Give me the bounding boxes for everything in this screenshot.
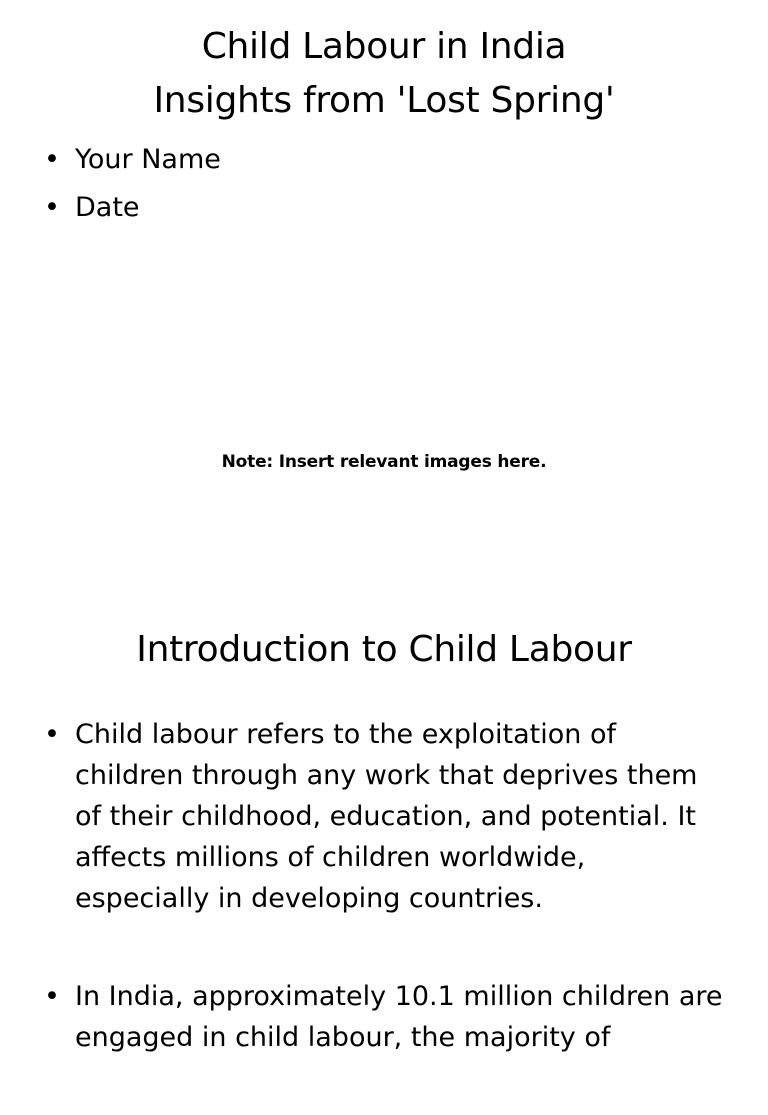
bullet-item <box>44 136 728 184</box>
bullet-item <box>44 714 728 919</box>
bullet-list <box>44 136 728 232</box>
slide-title <box>0 20 768 128</box>
slide-title: Introduction to Child Labour <box>136 629 632 670</box>
bullet-list <box>44 714 728 1115</box>
bullet-item <box>44 184 728 232</box>
title-line-1: Child Labour in India <box>201 26 567 67</box>
bullet-text: Your Name <box>75 144 221 175</box>
bullet-text: In India, approximately 10.1 million children are engaged in child labour, the majority of <box>75 981 723 1053</box>
bullet-dot-icon: • <box>44 719 60 750</box>
bullet-text: Child labour refers to the exploitation of children through any work that deprives them of their childhood, education, and potential. It affects millions of children worldwide, especially in developing countries. <box>75 719 698 914</box>
bullet-text: Date <box>75 192 140 223</box>
content-slide <box>0 576 768 1053</box>
bullet-dot-icon: • <box>44 192 60 223</box>
bullet-item <box>44 976 728 1058</box>
bullet-dot-icon: • <box>44 144 60 175</box>
bullet-dot-icon: • <box>44 981 60 1012</box>
title-line-2: Insights from 'Lost Spring' <box>153 80 615 121</box>
image-note: Note: Insert relevant images here. <box>221 452 547 472</box>
